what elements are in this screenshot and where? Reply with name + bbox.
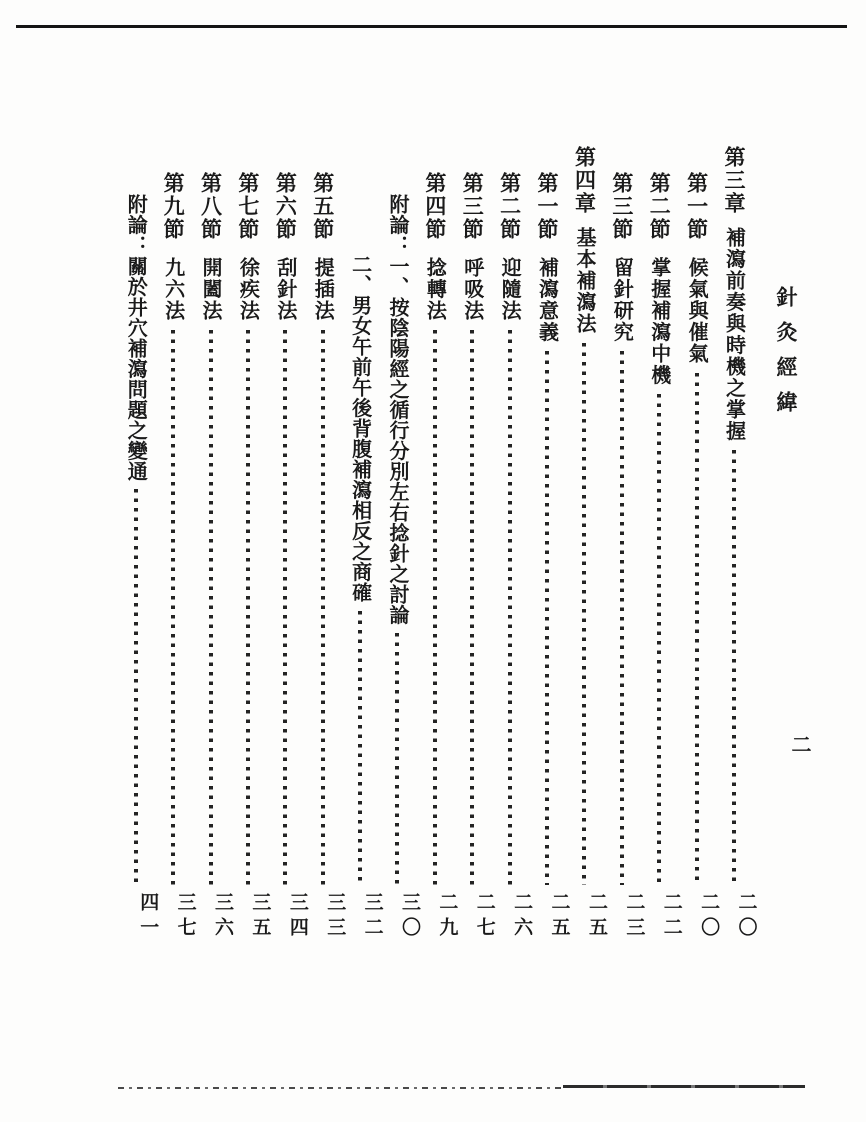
- toc-entry-title: 二、男女午前午後背腹補瀉相反之商確: [348, 254, 371, 603]
- toc-entry-page-number: 三〇: [398, 892, 420, 942]
- top-rule: [16, 25, 847, 28]
- toc-entry-page-number: 三六: [212, 892, 234, 942]
- dotted-leader: [508, 330, 512, 886]
- bottom-rule-left: [118, 1087, 563, 1089]
- toc-entry-label: 第四節: [422, 172, 447, 241]
- toc-entry-label: 第四章: [572, 146, 597, 215]
- dotted-leader: [620, 351, 624, 885]
- toc-entry: [348, 146, 383, 942]
- toc-entry: [684, 146, 720, 942]
- toc-entry-page-number: 三二: [361, 892, 383, 942]
- folio-page-number: 二: [788, 734, 810, 754]
- toc-entry: [422, 146, 458, 942]
- dotted-leader: [321, 330, 325, 886]
- toc-entry-title: 基本補瀉法: [572, 227, 595, 335]
- toc-entry: [273, 146, 308, 942]
- toc-entry: [535, 146, 570, 942]
- toc-entry-title: 掌握補瀉中機: [647, 257, 670, 386]
- toc-entry-page-number: 二〇: [698, 892, 720, 942]
- toc-entry-label: 第八節: [198, 172, 223, 241]
- dotted-leader: [358, 611, 362, 886]
- dotted-leader: [171, 330, 175, 886]
- toc-entry: [460, 146, 495, 942]
- toc-entry-page-number: 三三: [324, 892, 346, 942]
- toc-entry: [198, 146, 234, 942]
- toc-entry: [161, 146, 196, 942]
- toc-entry-label: 第七節: [235, 172, 260, 241]
- toc-entry-page-number: 三四: [286, 892, 308, 942]
- toc-entry-title: 刮針法: [273, 257, 296, 322]
- bottom-rule-right: [563, 1085, 805, 1088]
- dotted-leader: [209, 330, 213, 886]
- toc-entry: [647, 146, 682, 942]
- toc-entry-page-number: 二九: [436, 892, 458, 942]
- toc-entry-page-number: 四一: [137, 892, 159, 942]
- toc-entry-title: 提插法: [311, 257, 334, 322]
- toc-entry-label: 附論：: [124, 194, 147, 256]
- toc-entry: [310, 146, 346, 942]
- toc-entry: [609, 146, 645, 942]
- toc-entry: [385, 146, 420, 942]
- toc-entry-title: 迎隨法: [498, 257, 521, 322]
- toc-entry-page-number: 二七: [473, 892, 495, 942]
- toc-entry-label: 第五節: [310, 172, 335, 241]
- toc-entry-page-number: 二五: [548, 892, 570, 942]
- toc-entry: [235, 146, 271, 942]
- toc-entry-page-number: 三七: [174, 892, 196, 942]
- toc-entry-title: 留針研究: [610, 257, 633, 343]
- dotted-leader: [657, 394, 661, 885]
- dotted-leader: [470, 330, 474, 886]
- toc-entry-title: 開闔法: [199, 257, 222, 322]
- toc-entry: [722, 146, 757, 942]
- toc-entry-page-number: 二五: [585, 892, 607, 942]
- table-of-contents: [120, 146, 757, 942]
- toc-entry-label: 第二節: [647, 172, 672, 241]
- book-title: 針灸經緯: [774, 286, 798, 426]
- toc-entry-page-number: 二三: [623, 892, 645, 942]
- toc-entry-title: 關於井穴補瀉問題之變通: [124, 255, 147, 481]
- dotted-leader: [695, 373, 699, 886]
- dotted-leader: [246, 330, 250, 886]
- toc-entry-title: 九六法: [161, 257, 184, 322]
- toc-entry-title: 一、按陰陽經之循行分別左右捻針之討論: [385, 255, 408, 625]
- dotted-leader: [395, 633, 399, 886]
- toc-entry: [124, 146, 159, 942]
- toc-entry-label: 第三章: [722, 146, 746, 215]
- dotted-leader: [283, 330, 287, 886]
- toc-entry-label: 第三節: [460, 172, 485, 241]
- toc-entry-label: 第二節: [497, 172, 522, 241]
- toc-entry: [572, 146, 607, 942]
- toc-entry-label: 第一節: [684, 172, 709, 241]
- toc-entry-title: 補瀉前奏與時機之掌握: [722, 227, 745, 442]
- dotted-leader: [545, 351, 549, 885]
- dotted-leader: [582, 343, 586, 886]
- toc-entry-label: 第九節: [161, 172, 186, 241]
- toc-entry-label: 第三節: [609, 172, 634, 241]
- toc-entry: [497, 146, 533, 942]
- toc-entry-label: 第六節: [273, 172, 298, 241]
- dotted-leader: [134, 489, 138, 885]
- toc-entry-title: 呼吸法: [460, 257, 483, 322]
- toc-entry-page-number: 二〇: [735, 892, 757, 942]
- toc-entry-title: 候氣與催氣: [685, 257, 708, 365]
- toc-entry-title: 徐疾法: [236, 257, 259, 322]
- toc-entry-page-number: 三五: [249, 892, 271, 942]
- dotted-leader: [433, 330, 437, 886]
- toc-entry-label: 第一節: [535, 172, 560, 241]
- toc-entry-title: 補瀉意義: [535, 257, 558, 343]
- dotted-leader: [732, 450, 736, 885]
- toc-entry-title: 捻轉法: [423, 257, 446, 322]
- toc-entry-page-number: 二二: [660, 892, 682, 942]
- toc-entry-label: 附論：: [385, 194, 408, 256]
- toc-entry-page-number: 二六: [511, 892, 533, 942]
